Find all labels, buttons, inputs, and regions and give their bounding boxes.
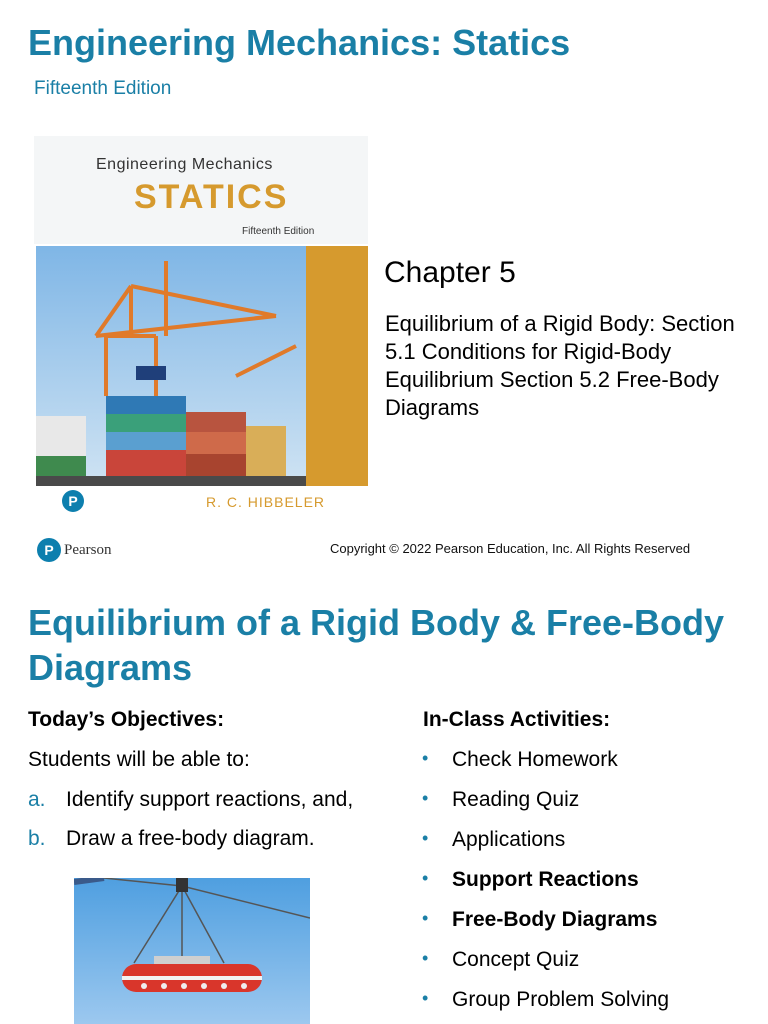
cover-title: STATICS [134, 178, 289, 216]
slide-title: Engineering Mechanics: Statics [28, 22, 571, 63]
bullet-icon: • [422, 788, 429, 808]
list-item [28, 788, 353, 827]
list-item [422, 868, 669, 908]
cover-pearson-icon: P [62, 490, 84, 512]
pearson-logo [37, 538, 112, 562]
pearson-icon: P [37, 538, 61, 562]
activities-heading: In-Class Activities: [423, 708, 611, 731]
cover-crane-photo [36, 246, 368, 486]
list-item-text: Group Problem Solving [452, 988, 670, 1011]
list-item-text: Concept Quiz [452, 948, 580, 971]
bullet-icon: • [422, 748, 429, 768]
cover-edition: Fifteenth Edition [242, 226, 315, 237]
bullet-icon: • [422, 908, 429, 928]
bullet-icon: • [422, 868, 429, 888]
list-item [422, 748, 669, 788]
slide-title: Equilibrium of a Rigid Body & Free-Body Diagrams [28, 602, 725, 688]
list-item-text: Identify support reactions, and, [66, 788, 354, 811]
list-item-text: Draw a free-body diagram. [66, 827, 315, 850]
list-item-text: Free-Body Diagrams [452, 908, 658, 931]
list-item [422, 908, 669, 948]
submarine-lift-photo [74, 878, 310, 1024]
list-item-text: Reading Quiz [452, 788, 580, 811]
list-item-text: Check Homework [452, 748, 618, 771]
list-item [422, 828, 669, 868]
list-item-text: Support Reactions [452, 868, 639, 891]
cover-author: R. C. HIBBELER [206, 494, 326, 510]
slide-subtitle: Fifteenth Edition [34, 78, 172, 99]
bullet-icon: • [422, 948, 429, 968]
activities-list [422, 748, 669, 1024]
list-item [28, 827, 353, 866]
list-marker: a. [28, 788, 46, 811]
list-marker: b. [28, 827, 46, 850]
list-item [422, 948, 669, 988]
bullet-icon: • [422, 828, 429, 848]
list-item-text: Applications [452, 828, 566, 851]
objectives-list [28, 788, 353, 866]
chapter-description: Equilibrium of a Rigid Body: Section 5.1 Conditions for Rigid-Body Equilibrium Section 5.2 Free-Body Diagrams [385, 311, 735, 420]
cover-series-text: Engineering Mechanics [96, 156, 273, 173]
objectives-intro: Students will be able to: [28, 748, 250, 771]
copyright-notice: Copyright © 2022 Pearson Education, Inc. All Rights Reserved [330, 541, 691, 556]
pearson-wordmark: Pearson [64, 541, 112, 558]
list-item [422, 788, 669, 828]
bullet-icon: • [422, 988, 429, 1008]
objectives-heading: Today’s Objectives: [28, 708, 225, 731]
chapter-heading: Chapter 5 [384, 256, 516, 289]
list-item [422, 988, 669, 1024]
book-cover [34, 136, 368, 526]
